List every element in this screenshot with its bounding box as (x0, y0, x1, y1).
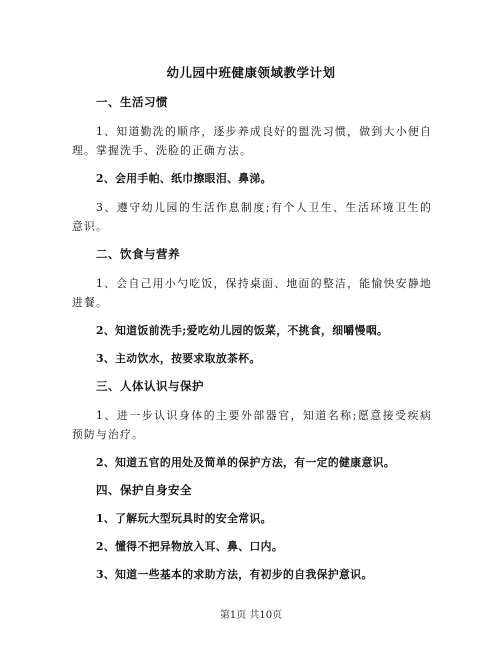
section-3-item-2: 2、知道五官的用处及简单的保护方法，有一定的健康意识。 (96, 456, 396, 469)
section-4-item-2: 2、懂得不把异物放入耳、鼻、口内。 (96, 540, 284, 553)
section-4-item-3: 3、知道一些基本的求助方法，有初步的自我保护意识。 (96, 568, 373, 581)
section-2-item-2: 2、知道饭前洗手;爱吃幼儿园的饭菜，不挑食，细嚼慢咽。 (96, 324, 389, 337)
section-1-item-1: 1、知道勤洗的顺序，逐步养成良好的盥洗习惯，做到大小便自理。掌握洗手、洗脸的正确方法。 (72, 125, 432, 157)
section-heading-diet: 二、饮食与营养 (96, 247, 180, 261)
section-heading-body: 三、人体认识与保护 (96, 379, 204, 393)
section-3-item-1: 1、进一步认识身体的主要外部器官，知道名称;愿意接受疾病预防与治疗。 (72, 409, 432, 441)
section-1-item-2: 2、会用手帕、纸巾擦眼泪、鼻涕。 (96, 172, 272, 185)
document-title: 幼儿园中班健康领域教学计划 (166, 65, 336, 80)
section-heading-safety: 四、保护自身安全 (96, 483, 192, 497)
document-body (72, 94, 432, 594)
section-1-item-3: 3、遵守幼儿园的生活作息制度;有个人卫生、生活环境卫生的意识。 (72, 201, 432, 233)
section-2-item-3: 3、主动饮水，按要求取放茶杯。 (96, 352, 261, 365)
section-heading-habits: 一、生活习惯 (96, 95, 168, 109)
section-2-item-1: 1、会自己用小勺吃饭，保持桌面、地面的整洁，能愉快安静地进餐。 (72, 277, 432, 309)
page-number: 第1页 共10页 (219, 610, 283, 621)
section-4-item-1: 1、了解玩大型玩具时的安全常识。 (96, 512, 272, 525)
